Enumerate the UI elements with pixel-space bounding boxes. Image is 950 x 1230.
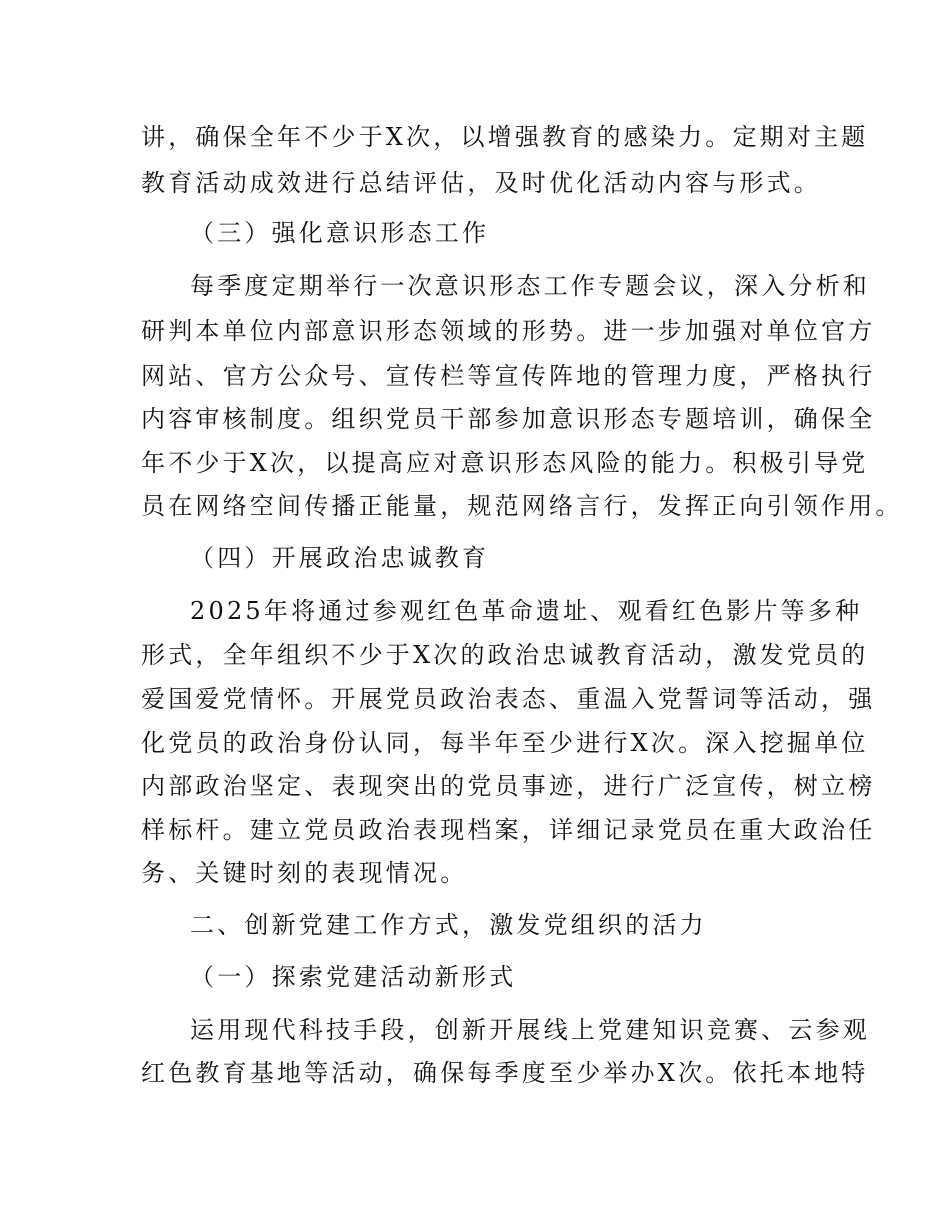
chapter-heading-2: 二、创新党建工作方式，激发党组织的活力 xyxy=(190,911,707,939)
paragraph-line: 形式，全年组织不少于X次的政治忠诚教育活动，激发党员的 xyxy=(141,641,869,669)
section-heading-4: （四）开展政治忠诚教育 xyxy=(190,544,490,572)
paragraph-line: 讲，确保全年不少于X次，以增强教育的感染力。定期对主题 xyxy=(141,123,869,151)
paragraph-line: 2025年将通过参观红色革命遗址、观看红色影片等多种 xyxy=(190,597,863,625)
paragraph-line: 年不少于X次，以提高应对意识形态风险的能力。积极引导党 xyxy=(141,449,869,477)
paragraph-line: 务、关键时刻的表现情况。 xyxy=(141,859,468,887)
paragraph-line: 红色教育基地等活动，确保每季度至少举办X次。依托本地特 xyxy=(141,1059,869,1087)
section-heading-3: （三）强化意识形态工作 xyxy=(190,219,490,247)
paragraph-line: 爱国爱党情怀。开展党员政治表态、重温入党誓词等活动，强 xyxy=(141,685,876,713)
paragraph-line: 样标杆。建立党员政治表现档案，详细记录党员在重大政治任 xyxy=(141,816,876,844)
paragraph-line: 内容审核制度。组织党员干部参加意识形态专题培训，确保全 xyxy=(141,405,876,433)
paragraph-line: 运用现代科技手段，创新开展线上党建知识竞赛、云参观 xyxy=(190,1016,870,1044)
paragraph-line: 员在网络空间传播正能量，规范网络言行，发挥正向引领作用。 xyxy=(141,492,903,520)
paragraph-line: 网站、官方公众号、宣传栏等宣传阵地的管理力度，严格执行 xyxy=(141,362,876,390)
section-heading-1: （一）探索党建活动新形式 xyxy=(190,963,517,991)
paragraph-line: 每季度定期举行一次意识形态工作专题会议，深入分析和 xyxy=(190,272,870,300)
paragraph-line: 内部政治坚定、表现突出的党员事迹，进行广泛宣传，树立榜 xyxy=(141,772,876,800)
paragraph-line: 化党员的政治身份认同，每半年至少进行X次。深入挖掘单位 xyxy=(141,729,869,757)
paragraph-line: 研判本单位内部意识形态领域的形势。进一步加强对单位官方 xyxy=(141,317,876,345)
paragraph-line: 教育活动成效进行总结评估，及时优化活动内容与形式。 xyxy=(141,169,821,197)
